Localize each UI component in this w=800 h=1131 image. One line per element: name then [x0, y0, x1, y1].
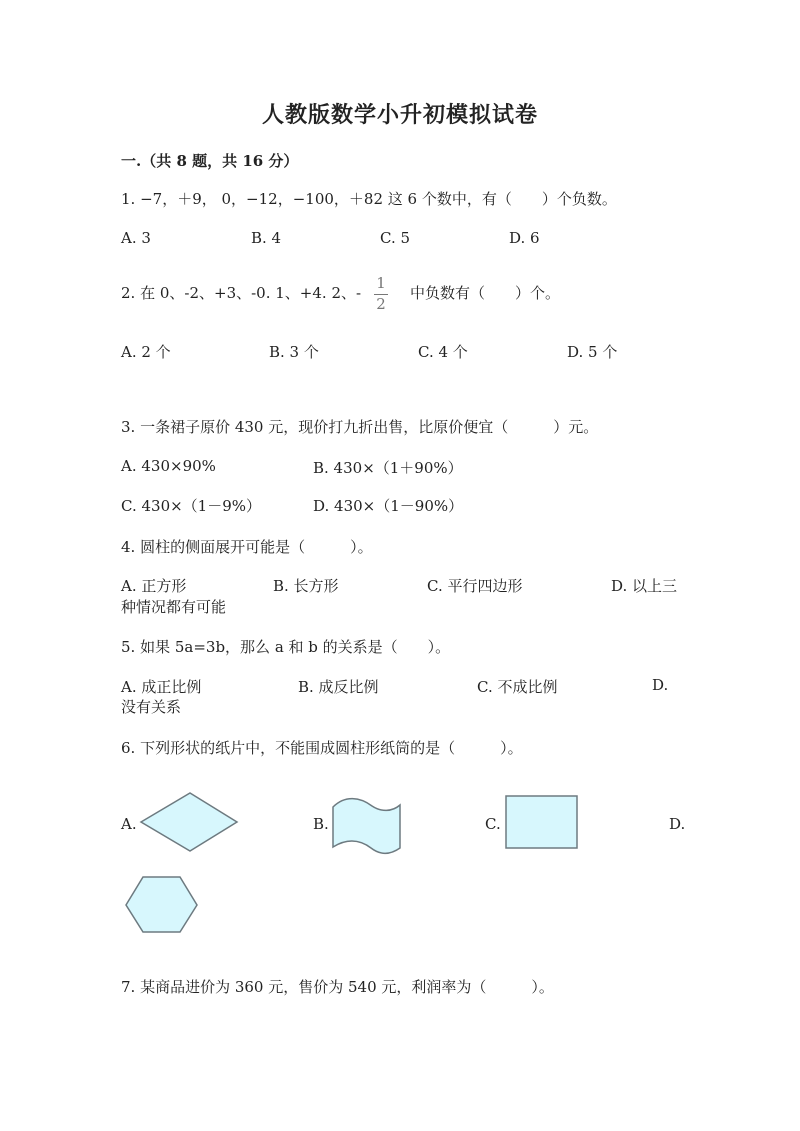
question-5-text: 5. 如果 5a=3b，那么 a 和 b 的关系是（ ）。 — [121, 638, 451, 656]
question-3-text: 3. 一条裙子原价 430 元，现价打九折出售，比原价便宜（ ）元。 — [121, 418, 599, 436]
question-1-text: 1. −7，＋9， 0，−12，−100，＋82 这 6 个数中，有（ ）个负数。 — [121, 190, 617, 208]
q3-option-b: B. 430×（1＋90%） — [313, 459, 463, 477]
q2-option-b: B. 3 个 — [269, 343, 319, 361]
q3-option-a: A. 430×90% — [121, 457, 216, 475]
fraction-numerator: 1 — [376, 274, 386, 292]
question-4-text: 4. 圆柱的侧面展开可能是（ ）。 — [121, 538, 373, 556]
q2-option-c: C. 4 个 — [418, 343, 468, 361]
q5-option-c: C. 不成比例 — [477, 678, 558, 696]
question-2-text-after: 中负数有（ ）个。 — [410, 284, 561, 302]
q1-option-d: D. 6 — [509, 229, 540, 247]
q4-option-a: A. 正方形 — [121, 577, 187, 595]
q6-option-c: C. — [485, 815, 501, 833]
q1-option-a: A. 3 — [121, 229, 151, 247]
question-6-text: 6. 下列形状的纸片中，不能围成圆柱形纸筒的是（ ）。 — [121, 739, 523, 757]
q6-option-a: A. — [121, 815, 137, 833]
q5-option-b: B. 成反比例 — [298, 678, 379, 696]
fraction-denominator: 2 — [376, 295, 386, 313]
section-header: 一.（共 8 题，共 16 分） — [121, 152, 299, 170]
q4-option-c: C. 平行四边形 — [427, 577, 523, 595]
q4-option-d-wrap: 种情况都有可能 — [121, 598, 227, 616]
q6-option-d: D. — [669, 815, 686, 833]
q5-option-a: A. 成正比例 — [121, 678, 202, 696]
q5-option-d-wrap: 没有关系 — [121, 698, 182, 716]
q1-option-c: C. 5 — [380, 229, 411, 247]
q2-option-a: A. 2 个 — [121, 343, 171, 361]
q4-option-b: B. 长方形 — [273, 577, 339, 595]
q3-option-c: C. 430×（1－9%） — [121, 497, 262, 515]
q6-option-b: B. — [313, 815, 329, 833]
page-title: 人教版数学小升初模拟试卷 — [261, 102, 538, 128]
q2-option-d: D. 5 个 — [567, 343, 618, 361]
q3-option-d: D. 430×（1－90%） — [313, 497, 464, 515]
question-2-text: 2. 在 0、-2、+3、-0. 1、+4. 2、- — [121, 284, 362, 302]
question-7-text: 7. 某商品进价为 360 元，售价为 540 元，利润率为（ ）。 — [121, 978, 554, 996]
q1-option-b: B. 4 — [251, 229, 282, 247]
q5-option-d: D. — [652, 676, 669, 694]
q4-option-d: D. 以上三 — [611, 577, 678, 595]
